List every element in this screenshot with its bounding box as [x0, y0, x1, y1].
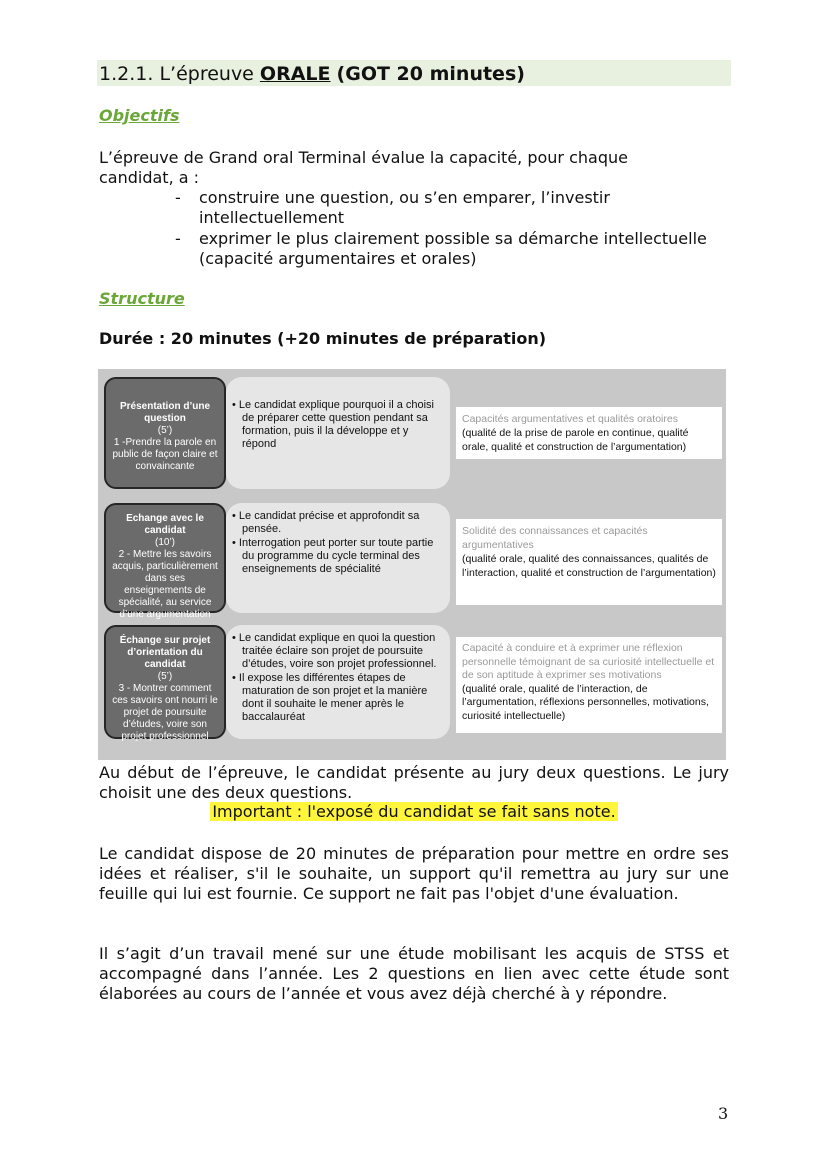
phase-box-orientation: [104, 625, 226, 742]
objectifs-intro: L’épreuve de Grand oral Terminal évalue la capacité, pour chaque candidat, a :: [99, 148, 628, 187]
heading-got: (GOT 20 minutes): [336, 63, 525, 85]
criteria-box-orientation: [456, 637, 722, 733]
phase-title: Echange avec le candidat: [126, 513, 204, 536]
criteria-title: Capacités argumentatives et qualités oratoires: [462, 413, 678, 425]
phase-desc: 2 - Mettre les savoirs acquis, particulièrement dans ses enseignements de spécialité, au service d’une argumentation: [112, 549, 218, 620]
content-box-echange: [226, 503, 450, 613]
page-number: 3: [718, 1104, 729, 1123]
important-note: Important : l'exposé du candidat se fait sans note.: [212, 802, 616, 821]
bullet-text: exprimer le plus clairement possible sa démarche intellectuelle (capacité argumentaires et orales): [199, 229, 707, 268]
content-bullet: • Il expose les différentes étapes de maturation de son projet et la manière dont il souhaite le mener après le baccalauréat: [232, 672, 428, 723]
important-line: [0, 802, 828, 822]
criteria-box-echange: [456, 519, 722, 605]
phase-duration: (10’): [154, 537, 175, 548]
content-box-orientation: [226, 625, 450, 739]
phase-desc: 3 - Montrer comment ces savoirs ont nourri le projet de poursuite d’études, voire son projet professionnel: [112, 683, 218, 742]
duree-line: Durée : 20 minutes (+20 minutes de préparation): [99, 329, 547, 348]
objectifs-title: Objectifs: [99, 106, 180, 125]
criteria-desc: (qualité de la prise de parole en continue, qualité orale, qualité et construction de l’argumentation): [462, 427, 689, 453]
bullet-text: construire une question, ou s’en emparer, l’investir intellectuellement: [199, 188, 610, 227]
content-bullet: • Le candidat explique pourquoi il a choisi de préparer cette question pendant sa formation, puis il la développe et y répond: [232, 399, 434, 450]
phase-box-echange: [104, 503, 226, 620]
phase-desc: 1 -Prendre la parole en public de façon claire et convaincante: [112, 437, 218, 472]
content-bullet: • Interrogation peut porter sur toute partie du programme du cycle terminal des enseignements de spécialité: [232, 537, 434, 575]
criteria-title: Capacité à conduire et à exprimer une réflexion personnelle témoignant de sa curiosité intellectuelle et de son aptitude à exprimer ses motivations: [462, 642, 715, 681]
heading-prefix: L’épreuve: [159, 63, 254, 85]
heading-orale: ORALE: [259, 63, 331, 85]
heading-number: 1.2.1.: [99, 63, 154, 85]
phase-title: Présentation d’une question: [119, 401, 210, 424]
bullet-dash: -: [175, 229, 181, 248]
content-box-presentation: [226, 377, 450, 489]
criteria-box-presentation: [456, 407, 722, 459]
preparation-text: Le candidat dispose de 20 minutes de préparation pour mettre en ordre ses idées et réaliser, s'il le souhaite, un support qu'il remettra au jury sur une feuille qui lui est fournie. Ce support ne fait pas l'objet d'une évaluation.: [99, 844, 729, 903]
content-bullet: • Le candidat précise et approfondit sa pensée.: [232, 510, 420, 535]
criteria-title: Solidité des connaissances et capacités argumentatives: [462, 525, 648, 551]
structure-title: Structure: [99, 289, 185, 308]
phase-title: Échange sur projet d’orientation du candidat: [119, 635, 211, 670]
bullet-dash: -: [175, 188, 181, 207]
travail-text: Il s’agit d’un travail mené sur une étude mobilisant les acquis de STSS et accompagné dans l’année. Les 2 questions en lien avec cette étude sont élaborées au cours de l’année et vous avez déjà cherché à y répondre.: [99, 944, 729, 1003]
section-heading: [99, 61, 525, 87]
phase-duration: (5’): [157, 425, 173, 436]
criteria-desc: (qualité orale, qualité des connaissances, qualités de l’interaction, qualité et construction de l’argumentation): [462, 553, 716, 579]
content-bullet: • Le candidat explique en quoi la question traitée éclaire son projet de poursuite d’études, voire son projet professionnel.: [232, 632, 437, 670]
phase-box-presentation: [104, 377, 226, 489]
after-diagram-text: Au début de l’épreuve, le candidat présente au jury deux questions. Le jury choisit une des deux questions.: [99, 763, 729, 802]
phase-duration: (5’): [157, 671, 173, 682]
epreuve-diagram: [98, 369, 726, 760]
criteria-desc: (qualité orale, qualité de l’interaction, de l’argumentation, réflexions personnelles, motivations, curiosité intellectuelle): [462, 682, 709, 722]
